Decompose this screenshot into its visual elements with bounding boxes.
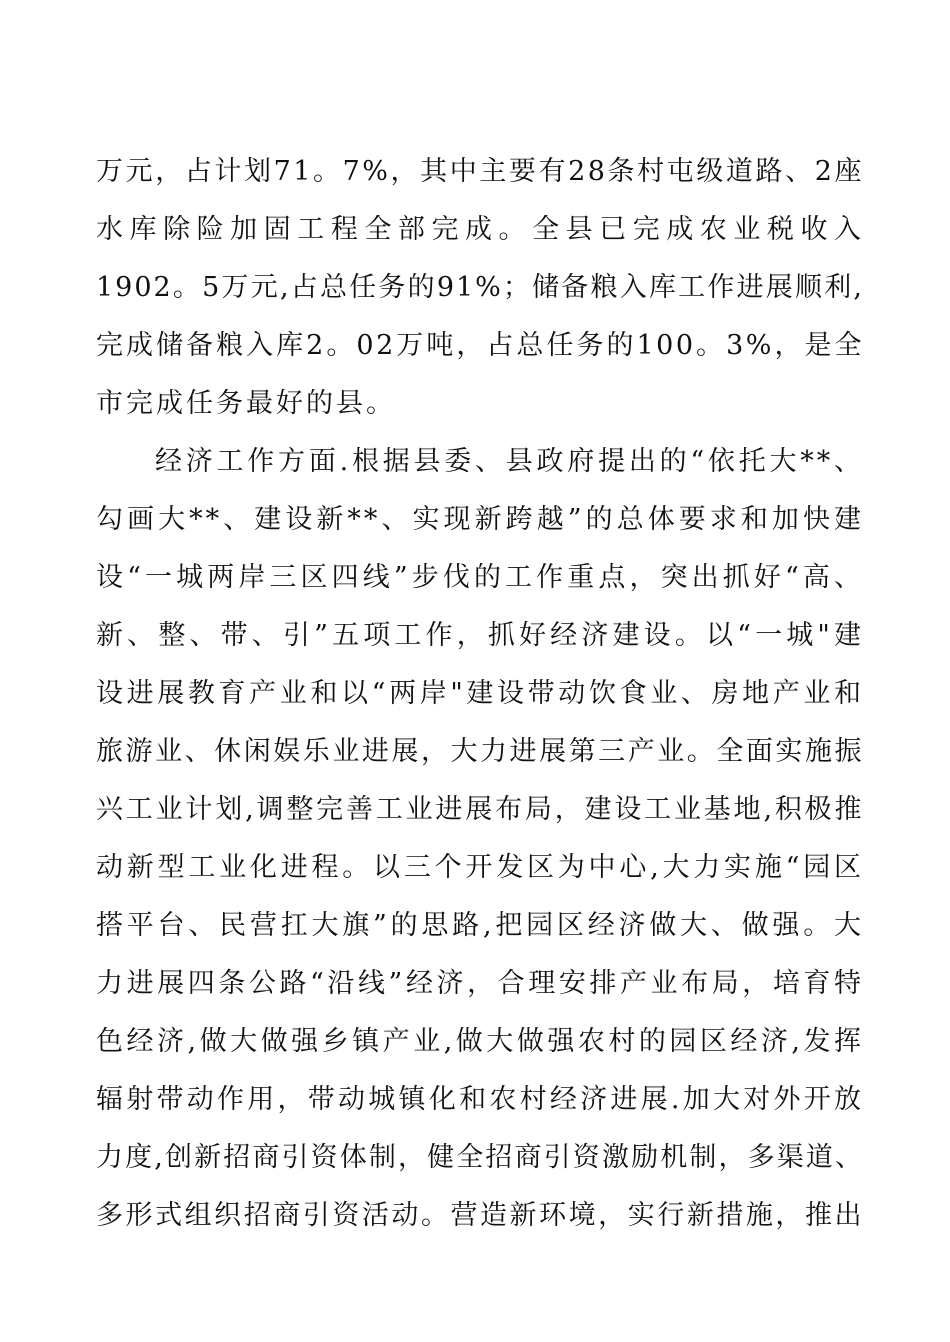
paragraph-line: 水库除险加固工程全部完成。全县已完成农业税收入	[96, 214, 864, 245]
paragraph-line: 力进展四条公路“沿线”经济，合理安排产业布局，培育特	[96, 968, 864, 999]
paragraph-line: 经济工作方面.根据县委、县政府提出的“依托大**、	[155, 446, 864, 477]
paragraph-line: 市完成任务最好的县。	[96, 388, 396, 419]
paragraph-line: 设“一城两岸三区四线”步伐的工作重点，突出抓好“高、	[96, 562, 864, 593]
paragraph-line: 新、整、带、引”五项工作，抓好经济建设。以“一城"建	[96, 620, 864, 651]
paragraph-line: 搭平台、民营扛大旗”的思路,把园区经济做大、做强。大	[96, 910, 864, 941]
paragraph-line: 设进展教育产业和以“两岸"建设带动饮食业、房地产业和	[96, 678, 864, 709]
paragraph-line: 勾画大**、建设新**、实现新跨越”的总体要求和加快建	[96, 504, 864, 535]
paragraph-line: 色经济,做大做强乡镇产业,做大做强农村的园区经济,发挥	[96, 1026, 864, 1057]
paragraph-line: 完成储备粮入库2。02万吨，占总任务的100。3%，是全	[96, 330, 864, 361]
paragraph-line: 兴工业计划,调整完善工业进展布局，建设工业基地,积极推	[96, 794, 864, 825]
paragraph-line: 辐射带动作用，带动城镇化和农村经济进展.加大对外开放	[96, 1084, 864, 1115]
paragraph-line: 1902。5万元,占总任务的91%；储备粮入库工作进展顺利,	[96, 272, 864, 303]
paragraph-2	[96, 433, 864, 1245]
paragraph-line: 多形式组织招商引资活动。营造新环境，实行新措施，推出	[96, 1200, 864, 1231]
paragraph-line: 动新型工业化进程。以三个开发区为中心,大力实施“园区	[96, 852, 864, 883]
paragraph-line: 万元，占计划71。7%，其中主要有28条村屯级道路、2座	[96, 156, 864, 187]
paragraph-line: 力度,创新招商引资体制，健全招商引资激励机制，多渠道、	[96, 1142, 864, 1173]
paragraph-line: 旅游业、休闲娱乐业进展，大力进展第三产业。全面实施振	[96, 736, 864, 767]
paragraph-1	[96, 143, 864, 433]
